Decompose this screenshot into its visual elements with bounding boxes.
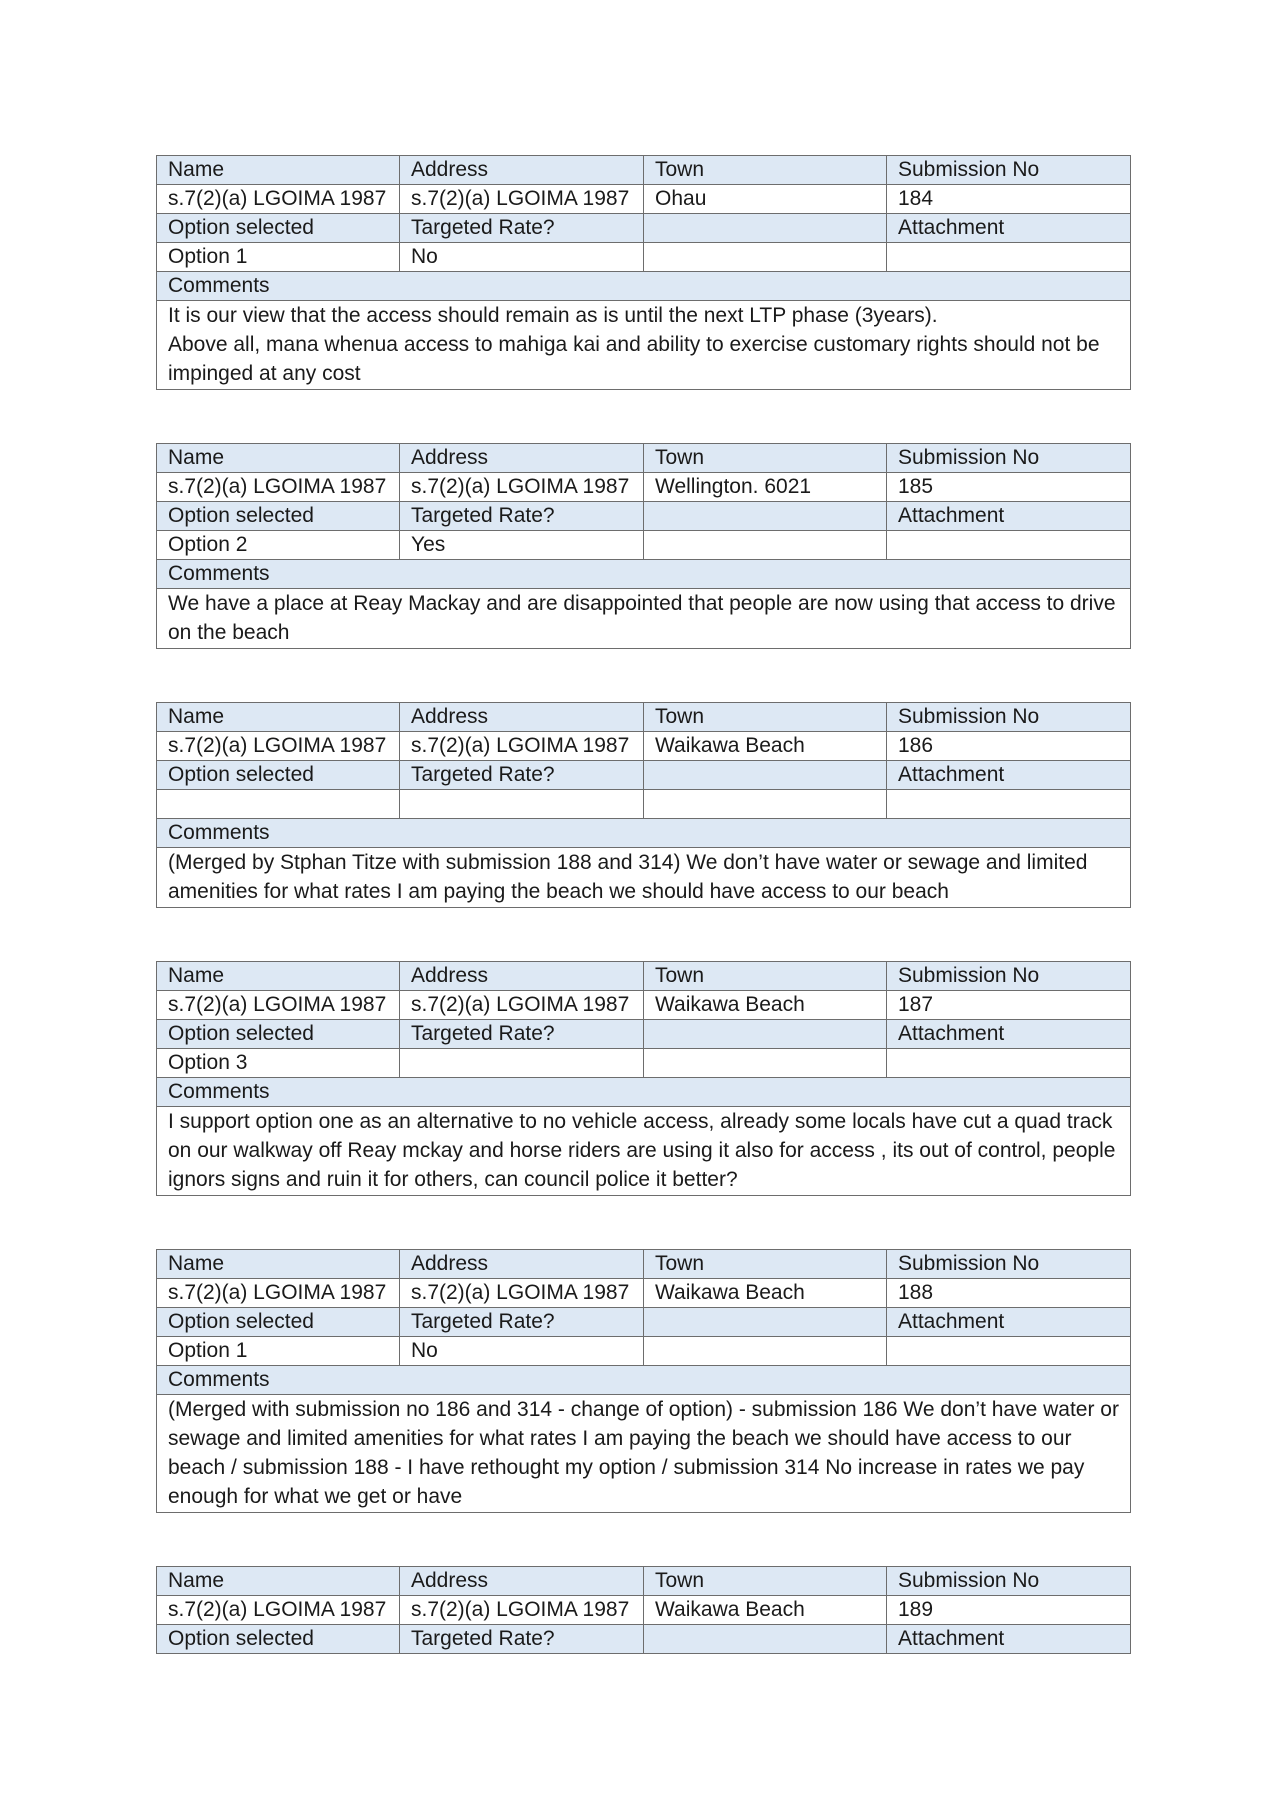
name-value: s.7(2)(a) LGOIMA 1987 [157, 1279, 400, 1308]
comments-label: Comments [157, 1366, 1131, 1395]
targeted-rate-label: Targeted Rate? [400, 1308, 644, 1337]
header-row [157, 962, 1131, 991]
option-selected-label: Option selected [157, 502, 400, 531]
comment-line: (Merged with submission no 186 and 314 - change of option) - submission 186 We don’t have water or sewage and limited amenities for what rates I am paying the beach we should have access to our beach / submission 188 - I have rethought my option / submission 314 No increase in rates we pay enough for what we get or have [168, 1398, 1119, 1508]
town-value: Waikawa Beach [644, 1279, 887, 1308]
attachment-value [887, 531, 1131, 560]
empty-cell [644, 502, 887, 531]
attachment-value [887, 1337, 1131, 1366]
submission-table [156, 702, 1131, 908]
option-row [157, 243, 1131, 272]
comments-header-row [157, 272, 1131, 301]
comments-label: Comments [157, 272, 1131, 301]
submission-no-label: Submission No [887, 962, 1131, 991]
town-label: Town [644, 444, 887, 473]
address-value: s.7(2)(a) LGOIMA 1987 [400, 473, 644, 502]
targeted-rate-value: No [400, 243, 644, 272]
attachment-label: Attachment [887, 214, 1131, 243]
comments-header-row [157, 1366, 1131, 1395]
address-label: Address [400, 1250, 644, 1279]
empty-cell [644, 761, 887, 790]
option-row [157, 1337, 1131, 1366]
details-row [157, 991, 1131, 1020]
details-row [157, 732, 1131, 761]
town-value: Waikawa Beach [644, 732, 887, 761]
option-value: Option 3 [157, 1049, 400, 1078]
attachment-label: Attachment [887, 1308, 1131, 1337]
comments-header-row [157, 1078, 1131, 1107]
address-label: Address [400, 156, 644, 185]
header-row [157, 1567, 1131, 1596]
town-value: Waikawa Beach [644, 1596, 887, 1625]
address-label: Address [400, 1567, 644, 1596]
submission-table [156, 961, 1131, 1196]
option-header-row [157, 1020, 1131, 1049]
submission-no-label: Submission No [887, 703, 1131, 732]
address-value: s.7(2)(a) LGOIMA 1987 [400, 1279, 644, 1308]
town-label: Town [644, 703, 887, 732]
name-label: Name [157, 1567, 400, 1596]
comments-header-row [157, 560, 1131, 589]
submission-no-value: 185 [887, 473, 1131, 502]
empty-cell [644, 1337, 887, 1366]
comments-text [157, 848, 1131, 908]
option-selected-label: Option selected [157, 1625, 400, 1654]
empty-cell [644, 531, 887, 560]
comment-line: It is our view that the access should remain as is until the next LTP phase (3years). [168, 304, 938, 327]
town-label: Town [644, 1250, 887, 1279]
details-row [157, 473, 1131, 502]
address-value: s.7(2)(a) LGOIMA 1987 [400, 1596, 644, 1625]
comment-line: I support option one as an alternative to no vehicle access, already some locals have cut a quad track on our walkway off Reay mckay and horse riders are using it also for access , its out of control, people ignors signs and ruin it for others, can council police it better? [168, 1110, 1116, 1191]
option-header-row [157, 502, 1131, 531]
targeted-rate-label: Targeted Rate? [400, 502, 644, 531]
address-label: Address [400, 703, 644, 732]
submission-table [156, 443, 1131, 649]
comments-label: Comments [157, 1078, 1131, 1107]
town-value: Ohau [644, 185, 887, 214]
targeted-rate-value [400, 1049, 644, 1078]
submission-no-value: 188 [887, 1279, 1131, 1308]
option-header-row [157, 761, 1131, 790]
targeted-rate-label: Targeted Rate? [400, 761, 644, 790]
targeted-rate-label: Targeted Rate? [400, 214, 644, 243]
town-label: Town [644, 962, 887, 991]
submission-table [156, 1249, 1131, 1513]
option-value: Option 2 [157, 531, 400, 560]
comments-text [157, 1395, 1131, 1513]
option-header-row [157, 214, 1131, 243]
name-label: Name [157, 1250, 400, 1279]
header-row [157, 156, 1131, 185]
targeted-rate-label: Targeted Rate? [400, 1020, 644, 1049]
comment-line: We have a place at Reay Mackay and are disappointed that people are now using that access to drive on the beach [168, 592, 1116, 644]
name-value: s.7(2)(a) LGOIMA 1987 [157, 1596, 400, 1625]
attachment-value [887, 243, 1131, 272]
comment-line: Above all, mana whenua access to mahiga kai and ability to exercise customary rights should not be impinged at any cost [168, 333, 1100, 385]
option-selected-label: Option selected [157, 761, 400, 790]
attachment-value [887, 790, 1131, 819]
address-label: Address [400, 444, 644, 473]
option-row [157, 1049, 1131, 1078]
name-label: Name [157, 962, 400, 991]
empty-cell [644, 1049, 887, 1078]
town-label: Town [644, 156, 887, 185]
submission-no-label: Submission No [887, 444, 1131, 473]
comments-row [157, 848, 1131, 908]
option-header-row [157, 1625, 1131, 1654]
name-label: Name [157, 444, 400, 473]
empty-cell [644, 243, 887, 272]
empty-cell [644, 790, 887, 819]
option-header-row [157, 1308, 1131, 1337]
name-label: Name [157, 703, 400, 732]
comments-label: Comments [157, 819, 1131, 848]
name-value: s.7(2)(a) LGOIMA 1987 [157, 473, 400, 502]
name-value: s.7(2)(a) LGOIMA 1987 [157, 991, 400, 1020]
town-value: Waikawa Beach [644, 991, 887, 1020]
address-value: s.7(2)(a) LGOIMA 1987 [400, 732, 644, 761]
attachment-label: Attachment [887, 761, 1131, 790]
attachment-label: Attachment [887, 1625, 1131, 1654]
comments-header-row [157, 819, 1131, 848]
comments-row [157, 301, 1131, 390]
option-row [157, 531, 1131, 560]
header-row [157, 1250, 1131, 1279]
name-label: Name [157, 156, 400, 185]
submission-no-value: 189 [887, 1596, 1131, 1625]
details-row [157, 1596, 1131, 1625]
address-value: s.7(2)(a) LGOIMA 1987 [400, 185, 644, 214]
name-value: s.7(2)(a) LGOIMA 1987 [157, 732, 400, 761]
option-selected-label: Option selected [157, 1308, 400, 1337]
attachment-value [887, 1049, 1131, 1078]
details-row [157, 1279, 1131, 1308]
option-value: Option 1 [157, 243, 400, 272]
comments-text [157, 1107, 1131, 1196]
targeted-rate-label: Targeted Rate? [400, 1625, 644, 1654]
empty-cell [644, 214, 887, 243]
town-label: Town [644, 1567, 887, 1596]
submission-no-value: 186 [887, 732, 1131, 761]
option-value: Option 1 [157, 1337, 400, 1366]
targeted-rate-value: No [400, 1337, 644, 1366]
comments-row [157, 1395, 1131, 1513]
empty-cell [644, 1625, 887, 1654]
submission-table [156, 1566, 1131, 1654]
details-row [157, 185, 1131, 214]
address-label: Address [400, 962, 644, 991]
option-value [157, 790, 400, 819]
address-value: s.7(2)(a) LGOIMA 1987 [400, 991, 644, 1020]
name-value: s.7(2)(a) LGOIMA 1987 [157, 185, 400, 214]
option-row [157, 790, 1131, 819]
town-value: Wellington. 6021 [644, 473, 887, 502]
submission-no-value: 187 [887, 991, 1131, 1020]
attachment-label: Attachment [887, 502, 1131, 531]
header-row [157, 703, 1131, 732]
comments-row [157, 589, 1131, 649]
option-selected-label: Option selected [157, 1020, 400, 1049]
targeted-rate-value: Yes [400, 531, 644, 560]
empty-cell [644, 1308, 887, 1337]
comment-line: (Merged by Stphan Titze with submission 188 and 314) We don’t have water or sewage and limited amenities for what rates I am paying the beach we should have access to our beach [168, 851, 1088, 903]
submission-table [156, 155, 1131, 390]
submission-no-label: Submission No [887, 1567, 1131, 1596]
submission-no-label: Submission No [887, 156, 1131, 185]
comments-text [157, 301, 1131, 390]
submission-no-value: 184 [887, 185, 1131, 214]
comments-text [157, 589, 1131, 649]
comments-label: Comments [157, 560, 1131, 589]
submission-no-label: Submission No [887, 1250, 1131, 1279]
attachment-label: Attachment [887, 1020, 1131, 1049]
targeted-rate-value [400, 790, 644, 819]
comments-row [157, 1107, 1131, 1196]
empty-cell [644, 1020, 887, 1049]
option-selected-label: Option selected [157, 214, 400, 243]
header-row [157, 444, 1131, 473]
